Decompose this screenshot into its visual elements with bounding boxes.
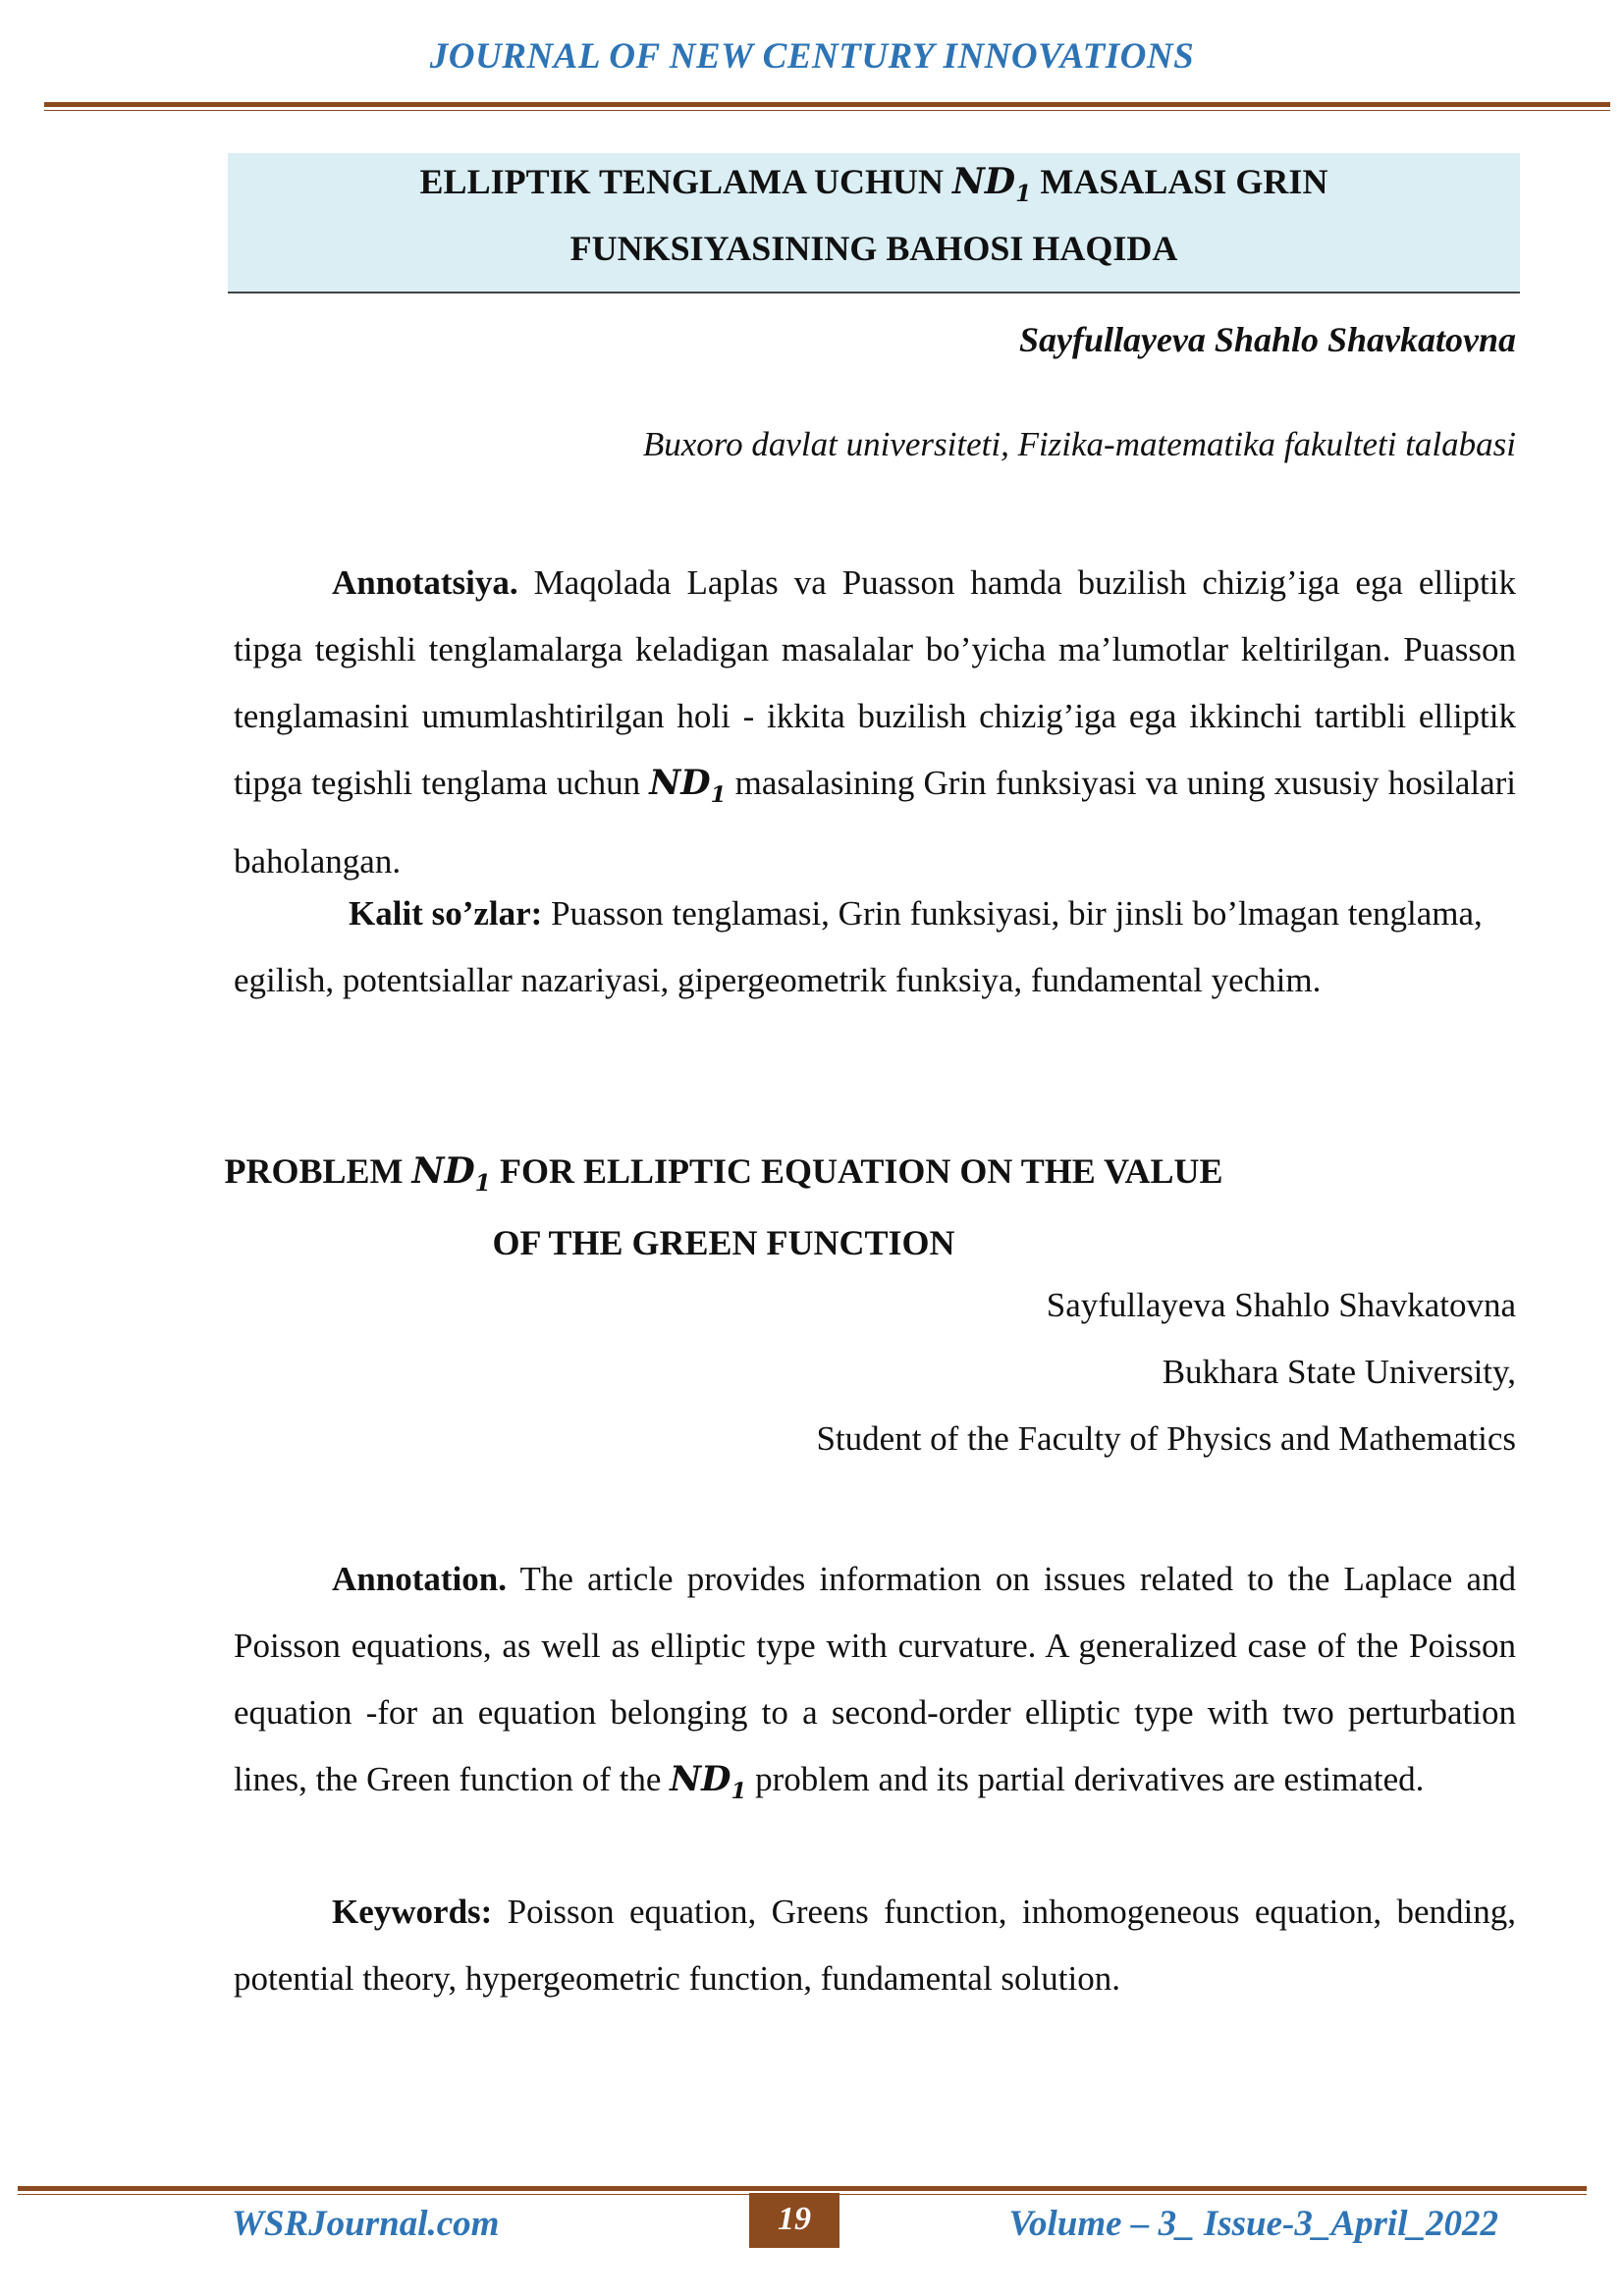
uz-title-var: ND	[951, 161, 1016, 202]
en-keywords	[234, 1879, 1516, 2012]
en-abstract-label: Annotation.	[332, 1560, 507, 1598]
uz-abstract-text-2: masalasining Grin funksiyasi va uning xususiy hosilalari baholangan.	[234, 764, 1516, 881]
en-abstract-sub: 1	[731, 1779, 747, 1804]
uz-abstract-math	[649, 763, 727, 808]
uz-title-math	[951, 161, 1032, 208]
uz-title-prefix: ELLIPTIK TENGLAMA UCHUN	[419, 162, 952, 201]
uz-keywords	[234, 881, 1516, 1014]
header-rule	[44, 102, 1610, 107]
header-rule-thin	[44, 110, 1610, 111]
uz-author: Sayfullayeva Shahlo Shavkatovna	[1018, 320, 1516, 359]
uz-title-sub: 1	[1015, 180, 1032, 208]
en-title-sub: 1	[474, 1169, 491, 1198]
uz-title-box	[228, 153, 1520, 294]
uz-abstract-label: Annotatsiya.	[332, 563, 518, 602]
footer-site-link[interactable]: WSRJournal.com	[232, 2204, 500, 2244]
en-keywords-label: Keywords:	[332, 1893, 493, 1931]
en-title-line-2: OF THE GREEN FUNCTION	[492, 1223, 955, 1262]
en-affiliation-1: Bukhara State University,	[1162, 1353, 1516, 1391]
en-title-suffix: FOR ELLIPTIC EQUATION ON THE VALUE	[490, 1151, 1223, 1191]
footer-rule	[18, 2186, 1587, 2191]
en-abstract-var: ND	[670, 1759, 731, 1799]
page-number: 19	[749, 2193, 839, 2248]
en-affiliation-2: Student of the Faculty of Physics and Mathematics	[816, 1419, 1516, 1458]
journal-header: JOURNAL OF NEW CENTURY INNOVATIONS	[429, 36, 1195, 77]
uz-abstract-sub: 1	[710, 782, 727, 808]
uz-title-suffix: MASALASI GRIN	[1031, 162, 1328, 201]
en-keywords-text: Poisson equation, Greens function, inhomogeneous equation, bending, potential theory, hypergeometric function, fundamental solution.	[234, 1893, 1516, 1998]
uz-keywords-text: Puasson tenglamasi, Grin funksiyasi, bir jinsli bo’lmagan tenglama, egilish, potentsiallar nazariyasi, gipergeometrik funksiya, fundamental yechim.	[234, 894, 1483, 999]
uz-abstract-text-1: Maqolada Laplas va Puasson hamda buzilish chizig’iga ega elliptik tipga tegishli tenglamalarga keladigan masalalar bo’yicha ma’lumotlar keltirilgan. Puasson tenglamasini umumlashtirilgan holi - ikkita buzilish chizig’iga ega ikkinchi tartibli elliptik tipga tegishli tenglama uchun	[234, 563, 1516, 802]
en-title-line-1	[0, 1150, 1536, 1197]
en-abstract	[234, 1546, 1516, 1825]
en-title-prefix: PROBLEM	[224, 1151, 412, 1191]
uz-title-line-2: FUNKSIYASINING BAHOSI HAQIDA	[569, 229, 1178, 268]
uz-affiliation: Buxoro davlat universiteti, Fizika-matematika fakulteti talabasi	[642, 425, 1516, 463]
en-abstract-text-1: The article provides information on issues related to the Laplace and Poisson equations, as well as elliptic type with curvature. A generalized case of the Poisson equation -for an equation belonging to a second-order elliptic type with two perturbation lines, the Green function of the	[234, 1560, 1516, 1798]
en-abstract-text-2: problem and its partial derivatives are estimated.	[746, 1760, 1425, 1798]
en-title-var: ND	[411, 1150, 475, 1192]
en-title-math	[411, 1150, 491, 1198]
uz-abstract	[234, 550, 1516, 895]
footer-volume: Volume – 3_ Issue-3_April_2022	[1008, 2204, 1498, 2244]
uz-title-line-1	[228, 161, 1520, 207]
en-author: Sayfullayeva Shahlo Shavkatovna	[1046, 1286, 1516, 1324]
uz-abstract-var: ND	[649, 763, 711, 803]
en-abstract-math	[670, 1759, 747, 1804]
uz-keywords-label: Kalit so’zlar:	[349, 894, 543, 933]
